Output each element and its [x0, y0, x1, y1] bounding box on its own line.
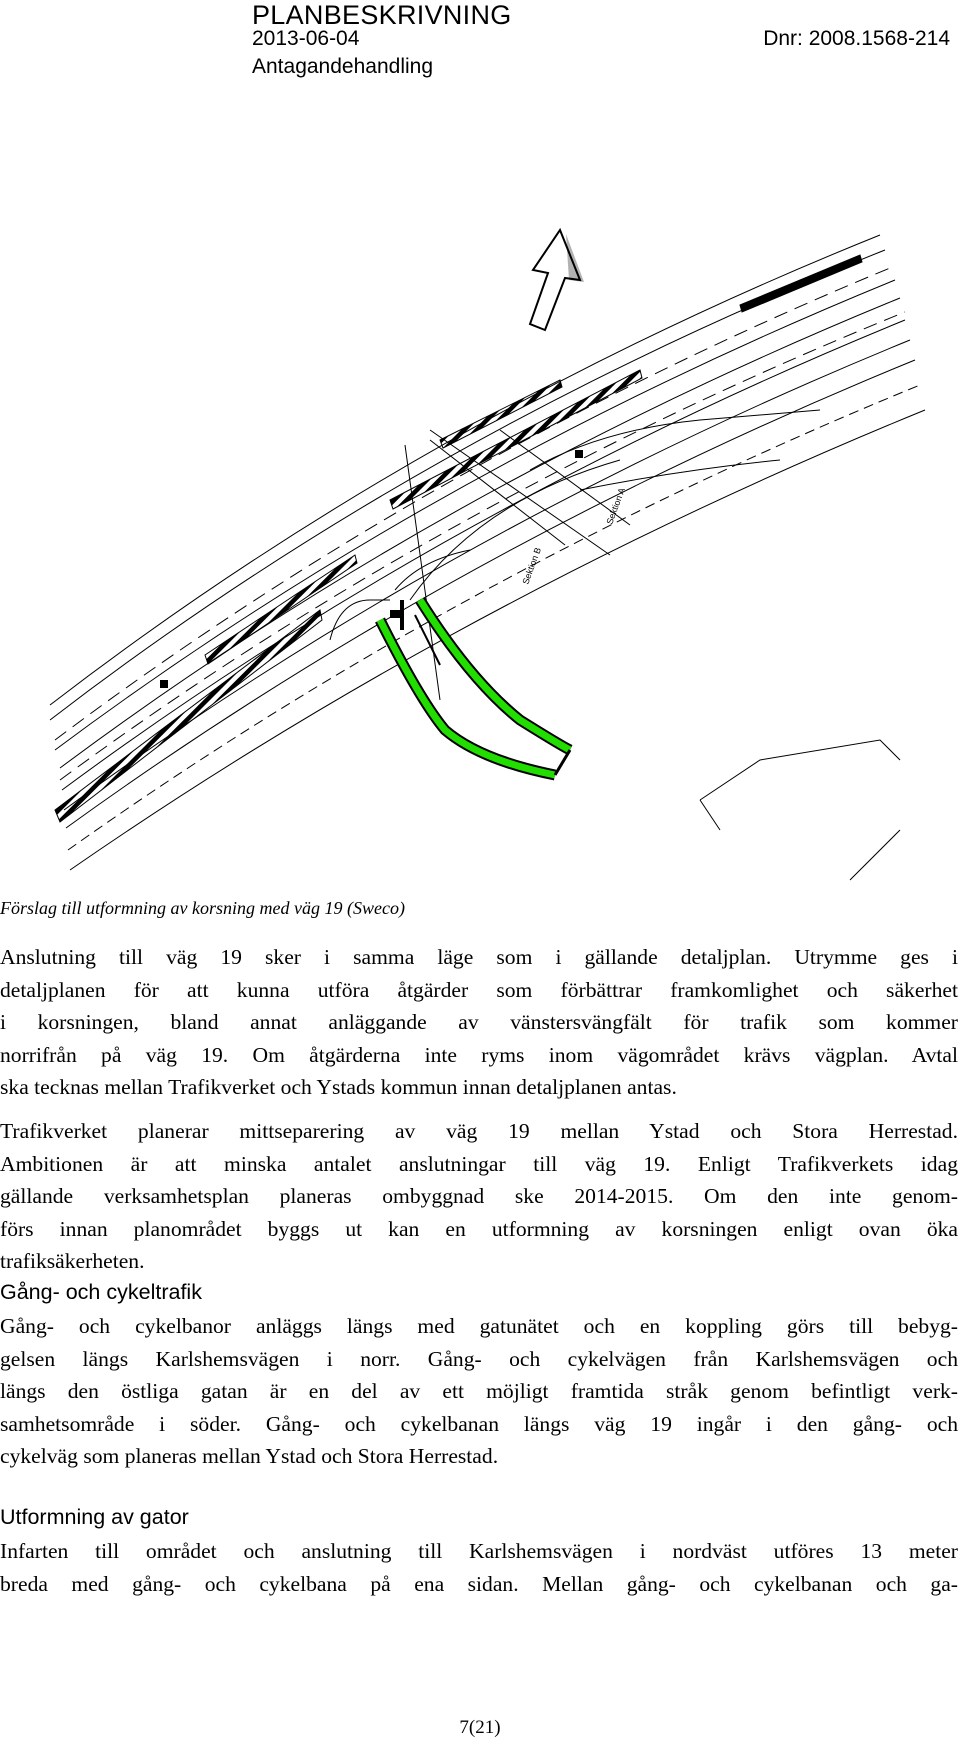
- document-date: 2013-06-04: [252, 27, 360, 50]
- intersection-drawing: [0, 220, 960, 890]
- north-arrow-icon: [530, 230, 584, 330]
- road-lines: [50, 235, 925, 870]
- page-number: 7(21): [459, 1717, 501, 1738]
- side-road: [330, 410, 900, 880]
- section-lines: [430, 430, 630, 555]
- paragraph-street-design: Infarten till området och anslutning till Karlshemsvägen i nordväst utföres 13 meter breda med gång- och cykelbana på ena sidan. Mellan gång- och cykelbanan och ga-: [0, 1539, 958, 1596]
- document-stage: Antagandehandling: [252, 55, 434, 78]
- section-a-label: Sektion A: [604, 486, 627, 526]
- proposed-path-highlight: [380, 600, 570, 775]
- document-dnr: Dnr: 2008.1568-214: [763, 27, 950, 50]
- section-b-label: Sektion B: [520, 546, 544, 586]
- section-heading-walking-cycling: Gång- och cykeltrafik: [0, 1280, 202, 1304]
- paragraph-traffic-separation: Trafikverket planerar mittseparering av väg 19 mellan Ystad och Stora Herrestad. Ambitionen är att minska antalet anslutningar till väg 19. Enligt Trafikverkets idag gällande verksamhetsplan planeras ombyggnad ske 2014-2015. Om den inte genom- förs innan planområdet byggs ut kan en utformning av korsningen enligt ovan öka trafiksäkerheten.: [0, 1119, 958, 1273]
- document-title: PLANBESKRIVNING: [252, 0, 512, 30]
- figure-caption: Förslag till utformning av korsning med väg 19 (Sweco): [0, 898, 405, 918]
- section-heading-street-design: Utformning av gator: [0, 1505, 189, 1529]
- paragraph-intersection: Anslutning till väg 19 sker i samma läge som i gällande detaljplan. Utrymme ges i detaljplanen för att kunna utföra åtgärder som förbättrar framkomlighet och säkerhet i korsningen, bland annat anläggande av vänstersvängfält för trafik som kommer norrifrån på väg 19. Om åtgärderna inte ryms inom vägområdet krävs vägplan. Avtal ska tecknas mellan Trafikverket och Ystads kommun innan detaljplanen antas.: [0, 945, 958, 1099]
- paragraph-walking-cycling: Gång- och cykelbanor anläggs längs med gatunätet och en koppling görs till bebyg- gelsen längs Karlshemsvägen i norr. Gång- och cykelvägen från Karlshemsvägen och längs den östliga gatan är en del av ett möjligt framtida stråk genom befintligt verk- samhetsområde i söder. Gång- och cykelbanan längs väg 19 ingår i den gång- och cykelväg som planeras mellan Ystad och Stora Herrestad.: [0, 1314, 958, 1468]
